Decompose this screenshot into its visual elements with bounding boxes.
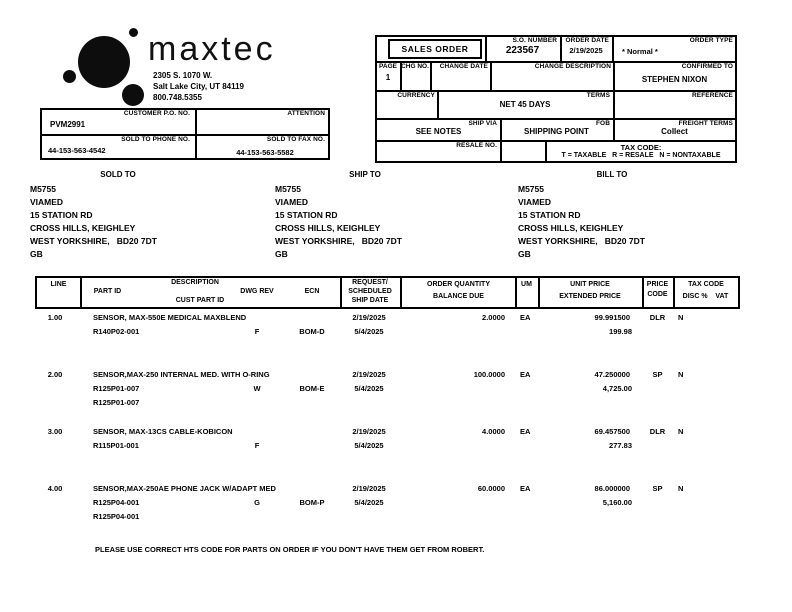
attention-label: ATTENTION — [287, 110, 325, 117]
col-code: CODE — [647, 291, 668, 298]
maxtec-logo-dot-small — [63, 70, 76, 83]
item-row — [35, 313, 740, 359]
address-line: CROSS HILLS, KEIGHLEY — [518, 223, 624, 233]
item-part-id: R115P01-001 — [93, 441, 139, 450]
col-part-id: PART ID — [93, 288, 122, 295]
document-title: SALES ORDER — [401, 44, 469, 54]
item-ext-price: 4,725.00 — [602, 384, 632, 393]
item-dwg-rev: F — [254, 441, 260, 450]
col-cust-part-id: CUST PART ID — [175, 297, 225, 304]
bill-to-address — [518, 183, 645, 261]
sold-to-heading: SOLD TO — [100, 170, 136, 179]
address-line: M5755 — [30, 184, 56, 194]
item-part-id: R125P01-007 — [93, 384, 140, 393]
item-line-no: 1.00 — [47, 313, 63, 322]
order-date-value: 2/19/2025 — [569, 46, 603, 55]
item-description: SENSOR, MAX-550E MEDICAL MAXBLEND — [93, 313, 247, 322]
col-ship-date: SHIP DATE — [351, 297, 389, 304]
reference-label: REFERENCE — [692, 92, 733, 99]
col-dwg-rev: DWG REV — [240, 288, 274, 295]
item-price-code: SP — [652, 484, 663, 493]
company-phone: 800.748.5355 — [153, 93, 202, 102]
address-line: GB — [275, 249, 288, 259]
address-line: GB — [30, 249, 43, 259]
footer-note: PLEASE USE CORRECT HTS CODE FOR PARTS ON ORDER IF YOU DON'T HAVE THEM GET FROM ROBERT. — [95, 545, 485, 554]
currency-label: CURRENCY — [397, 92, 435, 99]
bill-to-heading: BILL TO — [596, 170, 628, 179]
address-line: M5755 — [518, 184, 544, 194]
item-request-date: 2/19/2025 — [352, 427, 386, 436]
col-extended-price: EXTENDED PRICE — [559, 293, 621, 300]
address-line: VIAMED — [518, 197, 552, 207]
resale-no-label: RESALE NO. — [456, 142, 497, 149]
order-header-divider — [612, 35, 614, 61]
item-description: SENSOR,MAX-250 INTERNAL MED. WITH O-RING — [93, 370, 270, 379]
col-um: UM — [521, 281, 532, 288]
customer-po-label: CUSTOMER P.O. NO. — [123, 110, 190, 117]
item-dwg-rev: F — [254, 327, 260, 336]
item-line-no: 4.00 — [47, 484, 63, 493]
item-ext-price: 199.98 — [609, 327, 632, 336]
item-sched-date: 5/4/2025 — [354, 327, 384, 336]
item-price-code: DLR — [649, 313, 666, 322]
fob-value: SHIPPING POINT — [524, 127, 589, 136]
item-ecn: BOM-D — [299, 327, 325, 336]
item-row — [35, 484, 740, 530]
sold-to-address — [30, 183, 157, 261]
item-ecn: BOM-E — [299, 384, 325, 393]
address-line: GB — [518, 249, 531, 259]
item-unit-price: 69.457500 — [594, 427, 630, 436]
item-part-id: R125P04-001 — [93, 498, 140, 507]
item-line-no: 2.00 — [47, 370, 63, 379]
order-header-divider — [500, 140, 502, 163]
item-dwg-rev: W — [253, 384, 261, 393]
ship-via-value: SEE NOTES — [415, 127, 462, 136]
col-price: PRICE — [646, 281, 669, 288]
order-type-label: ORDER TYPE — [689, 37, 733, 44]
col-tax-code: TAX CODE — [688, 281, 724, 288]
item-sched-date: 5/4/2025 — [354, 441, 384, 450]
tax-code-title: TAX CODE: — [620, 143, 662, 152]
item-unit-price: 47.250000 — [594, 370, 630, 379]
address-line: M5755 — [275, 184, 301, 194]
col-disc-vat: DISC % VAT — [682, 293, 729, 300]
item-request-date: 2/19/2025 — [352, 484, 386, 493]
item-um: EA — [520, 370, 531, 379]
so-number-value: 223567 — [505, 45, 540, 56]
change-date-label: CHANGE DATE — [439, 63, 488, 70]
address-line: WEST YORKSHIRE, BD20 7DT — [518, 236, 645, 246]
sold-to-fax-label: SOLD TO FAX NO. — [266, 136, 325, 143]
item-row — [35, 427, 740, 473]
item-tax-code: N — [678, 370, 684, 379]
ship-to-heading: SHIP TO — [349, 170, 381, 179]
item-um: EA — [520, 427, 531, 436]
item-um: EA — [520, 313, 531, 322]
col-order-quantity: ORDER QUANTITY — [427, 281, 490, 288]
confirmed-to-value: STEPHEN NIXON — [641, 75, 708, 84]
company-address-line1: 2305 S. 1070 W. — [153, 71, 213, 80]
item-dwg-rev: G — [254, 498, 260, 507]
item-part-id: R140P02-001 — [93, 327, 140, 336]
col-scheduled: SCHEDULED — [348, 288, 392, 295]
item-qty: 60.0000 — [477, 484, 505, 493]
sold-to-fax-value: 44-153-563-5582 — [236, 148, 294, 157]
maxtec-logo-icon — [78, 36, 130, 88]
col-request: REQUEST/ — [352, 279, 388, 286]
item-price-code: DLR — [649, 427, 666, 436]
address-line: 15 STATION RD — [275, 210, 338, 220]
item-tax-code: N — [678, 427, 684, 436]
item-request-date: 2/19/2025 — [352, 313, 386, 322]
item-qty: 2.0000 — [482, 313, 505, 322]
item-request-date: 2/19/2025 — [352, 370, 386, 379]
maxtec-logo-dot-large — [122, 84, 144, 106]
address-line: CROSS HILLS, KEIGHLEY — [275, 223, 381, 233]
terms-label: TERMS — [586, 92, 610, 99]
col-ecn: ECN — [304, 288, 320, 295]
address-line: VIAMED — [275, 197, 309, 207]
item-qty: 4.0000 — [482, 427, 505, 436]
item-description: SENSOR,MAX-250AE PHONE JACK W/ADAPT MED — [93, 484, 276, 493]
address-line: 15 STATION RD — [30, 210, 93, 220]
confirmed-to-label: CONFIRMED TO — [681, 63, 733, 70]
fob-label: FOB — [595, 120, 610, 127]
company-address — [153, 70, 244, 103]
order-type-value: * Normal * — [622, 47, 658, 56]
item-unit-price: 86.000000 — [594, 484, 630, 493]
item-sched-date: 5/4/2025 — [354, 384, 384, 393]
item-tax-code: N — [678, 313, 684, 322]
item-sched-date: 5/4/2025 — [354, 498, 384, 507]
sold-to-phone-value: 44-153-563-4542 — [48, 146, 106, 155]
item-ext-price: 5,160.00 — [602, 498, 632, 507]
freight-terms-label: FREIGHT TERMS — [678, 120, 733, 127]
address-line: WEST YORKSHIRE, BD20 7DT — [30, 236, 157, 246]
change-description-label: CHANGE DESCRIPTION — [534, 63, 611, 70]
item-price-code: SP — [652, 370, 663, 379]
page-label: PAGE — [379, 63, 397, 70]
col-description: DESCRIPTION — [171, 279, 219, 286]
item-cust-part-id: R125P04-001 — [93, 512, 140, 521]
col-balance-due: BALANCE DUE — [433, 293, 484, 300]
company-address-line2: Salt Lake City, UT 84119 — [153, 82, 245, 91]
sold-to-phone-label: SOLD TO PHONE NO. — [121, 136, 190, 143]
page-value: 1 — [385, 73, 391, 82]
item-tax-code: N — [678, 484, 684, 493]
maxtec-logo-dot-tiny — [129, 28, 138, 37]
col-line: LINE — [50, 281, 67, 288]
item-cust-part-id: R125P01-007 — [93, 398, 140, 407]
item-line-no: 3.00 — [47, 427, 63, 436]
company-name: maxtec — [148, 30, 276, 68]
so-number-label: S.O. NUMBER — [512, 37, 557, 44]
item-description: SENSOR, MAX-13CS CABLE-KOBICON — [93, 427, 233, 436]
ship-via-label: SHIP VIA — [468, 120, 497, 127]
address-line: WEST YORKSHIRE, BD20 7DT — [275, 236, 402, 246]
address-line: VIAMED — [30, 197, 64, 207]
customer-po-value: PVM2991 — [50, 120, 86, 129]
item-ecn: BOM-P — [299, 498, 325, 507]
item-unit-price: 99.991500 — [594, 313, 630, 322]
item-um: EA — [520, 484, 531, 493]
chg-no-label: CHG NO. — [401, 63, 429, 70]
item-row — [35, 370, 740, 416]
tax-code-legend: T = TAXABLE R = RESALE N = NONTAXABLE — [561, 152, 721, 159]
address-line: CROSS HILLS, KEIGHLEY — [30, 223, 136, 233]
col-unit-price: UNIT PRICE — [570, 281, 610, 288]
freight-terms-value: Collect — [661, 127, 688, 136]
maxtec-logo — [0, 0, 340, 110]
item-ext-price: 277.83 — [609, 441, 632, 450]
address-line: 15 STATION RD — [518, 210, 581, 220]
ship-to-address — [275, 183, 402, 261]
order-date-label: ORDER DATE — [565, 37, 609, 44]
terms-value: NET 45 DAYS — [499, 100, 551, 109]
item-qty: 100.0000 — [473, 370, 505, 379]
